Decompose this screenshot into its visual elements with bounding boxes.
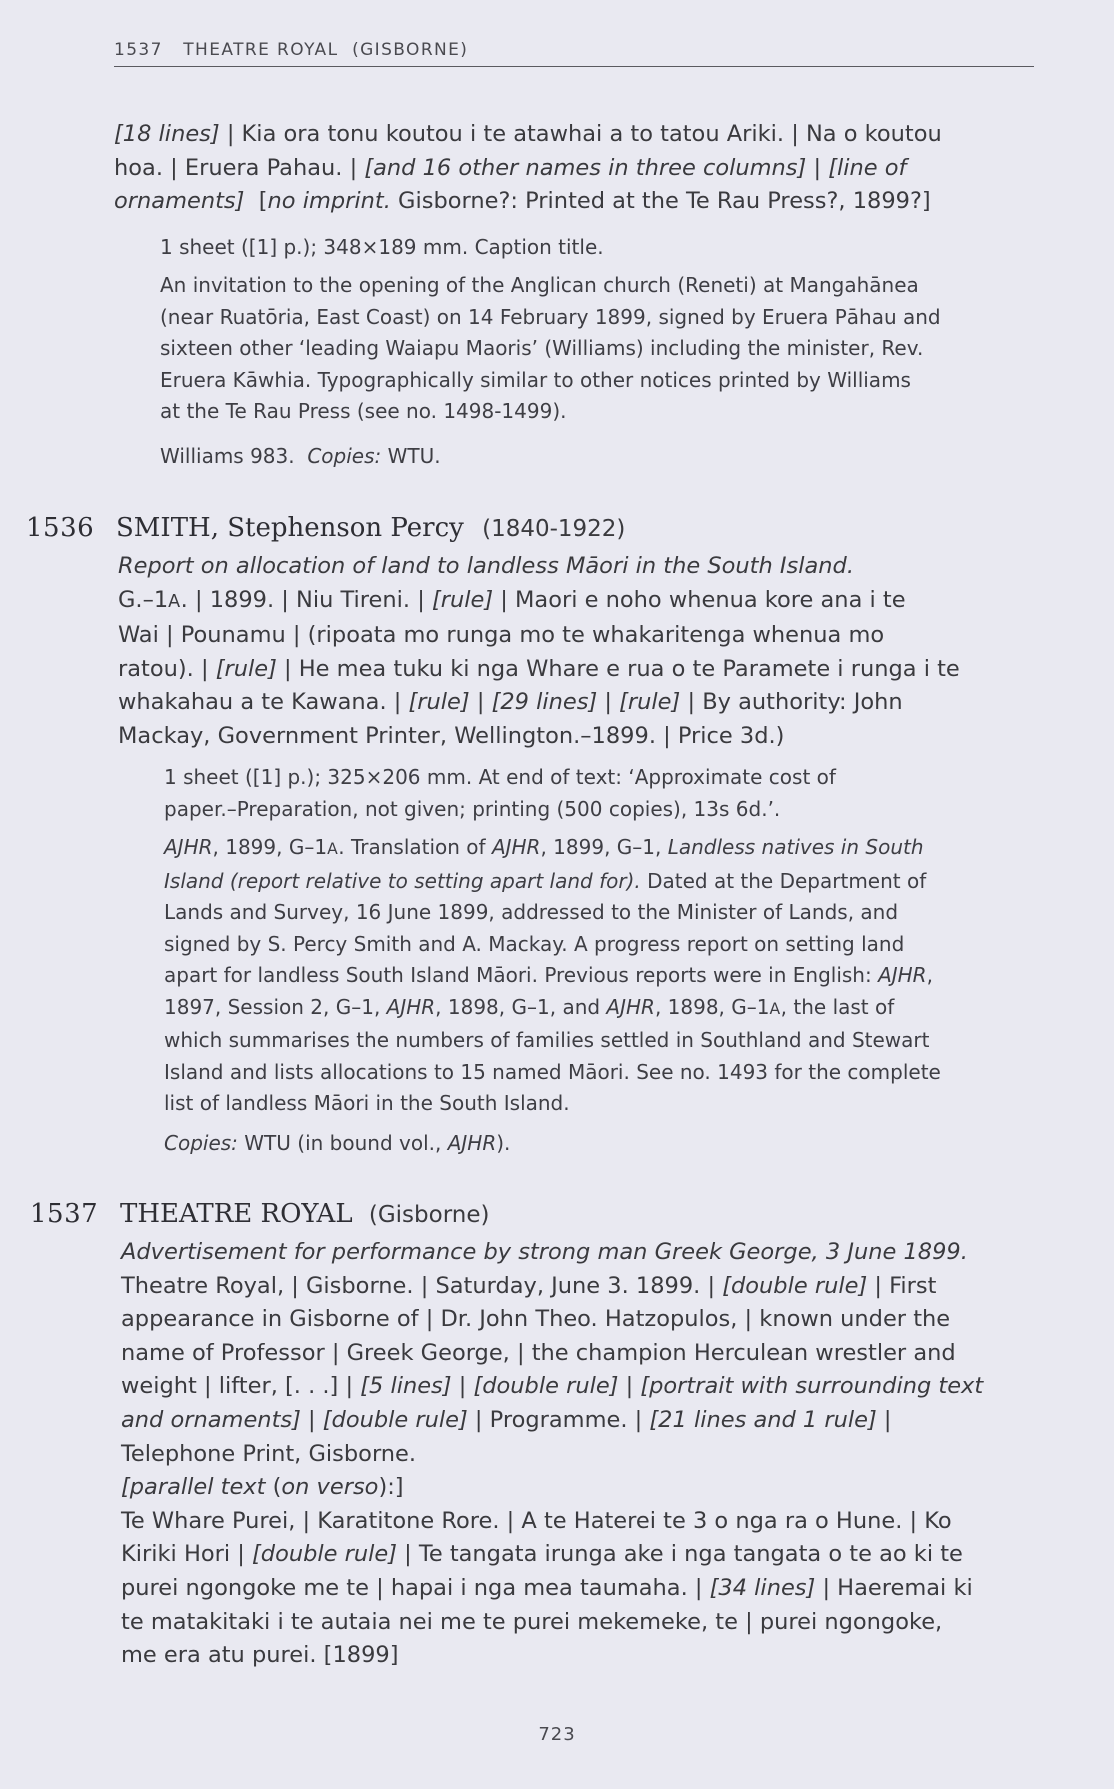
- n1536-l6g: , the last of: [780, 994, 895, 1019]
- t1537-l1a: Theatre Royal, | Gisborne. | Saturday, June 3. 1899. |: [121, 1272, 723, 1299]
- t1536-l1b: A: [168, 591, 181, 612]
- prev-t-l2a: hoa. | Eruera Pahau. |: [114, 154, 365, 181]
- prev-transcription-line-2: [114, 152, 1044, 186]
- t1537-l10a: purei ngongoke me te | hapai i nga mea taumaha. |: [121, 1574, 710, 1601]
- t1536-l1c: . | 1899. | Niu Tireni. |: [180, 586, 432, 613]
- n1536-l5a: apart for landless South Island Māori. Previous reports were in English:: [164, 963, 879, 987]
- t1536-l4a: whakahau a te Kawana. |: [118, 689, 409, 716]
- t1536-l1e: | Maori e noho whenua kore ana i te: [493, 586, 906, 613]
- t1537-line-12: me era atu purei. [1899]: [121, 1642, 399, 1669]
- entry-body-1537: [121, 1236, 1051, 1673]
- copies-1536-line: [164, 1128, 1044, 1160]
- n1536-line-8: Island and lists allocations to 15 named Māori. See no. 1493 for the complete: [164, 1059, 941, 1084]
- prev-transcription-line-1: [114, 118, 1044, 152]
- prev-note-line-1: An invitation to the opening of the Anglican church (Reneti) at Mangahānea: [160, 273, 919, 297]
- n1536-line-1: [164, 832, 1044, 866]
- t1537-l4f: [portrait with surrounding text: [640, 1373, 984, 1400]
- entry-title-1536: Report on allocation of land to landless Māori in the South Island.: [118, 553, 854, 579]
- entry-author-1536: SMITH, Stephenson Percy: [116, 513, 464, 543]
- n1536-l6e: , 1898, G–1: [654, 994, 770, 1019]
- t1537-l1b: [double rule]: [722, 1272, 868, 1299]
- n1536-line-2: [164, 866, 1044, 898]
- prev-note-block: [160, 270, 1040, 428]
- t1537-l9b: [double rule]: [252, 1541, 398, 1568]
- t1537-l9c: | Te tangata irunga ake i nga tangata o te ao ki te: [397, 1541, 963, 1568]
- n1536-l1g: Landless natives in South: [667, 835, 924, 859]
- n1536-l1b: , 1899, G–1: [212, 835, 328, 859]
- entry-number-1537: 1537: [30, 1199, 99, 1229]
- t1536-line-3: [118, 653, 1048, 687]
- n1536-l1e: AJHR: [491, 835, 541, 859]
- t1536-l1d: [rule]: [431, 586, 494, 613]
- running-head-text: 1537 THEATRE ROYAL (GISBORNE): [114, 40, 469, 60]
- prev-refs-b: Copies:: [307, 444, 382, 468]
- n1536-line-4: signed by S. Percy Smith and A. Mackay. A progress report on setting land: [164, 931, 905, 956]
- t1537-line-2: appearance in Gisborne of | Dr. John Theo. Hatzopulos, | known under the: [121, 1306, 951, 1333]
- prev-t-l3c: no imprint.: [267, 188, 391, 215]
- n1536-line-3: Lands and Survey, 16 June 1899, addressed to the Minister of Lands, and: [164, 900, 899, 924]
- t1536-line-5: Mackay, Government Printer, Wellington.–1899. | Price 3d.): [118, 722, 785, 749]
- n1536-l6a: 1897, Session 2, G–1,: [164, 994, 387, 1019]
- prev-collation: 1 sheet ([1] p.); 348×189 mm. Caption title.: [160, 235, 604, 259]
- n1536-l1a: AJHR: [164, 835, 213, 859]
- t1537-line-3: name of Professor | Greek George, | the champion Herculean wrestler and: [121, 1339, 956, 1366]
- t1537-l5d: | Programme. |: [467, 1406, 650, 1433]
- t1537-line-10: [121, 1572, 1051, 1606]
- copies-1536-a: Copies:: [164, 1131, 238, 1155]
- t1536-l4g: | By authority: John: [680, 689, 903, 716]
- entry-body-1536: [118, 550, 1048, 754]
- prev-note-line-4: Eruera Kāwhia. Typographically similar to other notices printed by Williams: [160, 367, 911, 392]
- t1537-l7d: ):]: [378, 1474, 404, 1501]
- t1537-l4a: weight | lifter, [. . .] |: [121, 1373, 361, 1400]
- t1537-l9a: Kiriki Hori |: [121, 1541, 253, 1568]
- n1536-l6d: AJHR: [606, 994, 655, 1019]
- n1536-line-7: which summarises the numbers of families settled in Southland and Stewart: [164, 1028, 930, 1052]
- prev-refs-block: [160, 441, 1040, 473]
- n1536-l1c: A: [327, 840, 339, 858]
- t1537-line-7: [121, 1471, 1051, 1505]
- copies-1536-c: AJHR: [447, 1131, 497, 1155]
- t1536-l4d: [29 lines]: [491, 689, 598, 716]
- n1536-l6b: AJHR: [386, 994, 436, 1019]
- n1536-line-9: list of landless Māori in the South Island.: [164, 1091, 570, 1115]
- t1537-line-8: Te Whare Purei, | Karatitone Rore. | A te Haterei te 3 o nga ra o Hune. | Ko: [121, 1507, 952, 1534]
- t1537-l4b: [5 lines]: [360, 1373, 452, 1400]
- t1536-l1a: G.–1: [118, 586, 169, 613]
- prev-t-l3d: Gisborne?: Printed at the Te Rau Press?, 1899?]: [390, 188, 931, 215]
- t1536-l4b: [rule]: [408, 689, 470, 716]
- t1536-l3a: ratou). |: [118, 655, 216, 682]
- t1537-l4d: [double rule]: [473, 1373, 619, 1400]
- t1537-l5a: and ornaments]: [121, 1406, 301, 1433]
- n1536-l6c: , 1898, G–1, and: [435, 994, 607, 1019]
- t1537-l1c: | First: [867, 1272, 937, 1299]
- prev-refs-c: WTU.: [381, 444, 441, 468]
- entry-number-1536: 1536: [26, 513, 95, 543]
- t1537-line-6: Telephone Print, Gisborne.: [121, 1440, 417, 1467]
- prev-refs-a: Williams 983.: [160, 444, 308, 468]
- t1537-l4e: |: [618, 1373, 641, 1400]
- entry-name-1537: THEATRE ROYAL: [120, 1199, 353, 1229]
- entry-dates-1536: (1840-1922): [482, 516, 626, 542]
- t1536-l4e: |: [597, 689, 620, 716]
- note-1536: [164, 832, 1044, 1120]
- t1537-l4c: |: [451, 1373, 474, 1400]
- t1537-line-9: [121, 1538, 1051, 1572]
- copies-1536-d: ).: [496, 1131, 511, 1155]
- prev-t-l1b: | Kia ora tonu koutou i te atawhai a to tatou Ariki. | Na o koutou: [219, 121, 942, 147]
- t1537-l7c: on verso: [281, 1474, 379, 1501]
- n1536-l6f: A: [769, 999, 781, 1018]
- t1537-line-4: [121, 1370, 1051, 1404]
- entry-heading-1537: [120, 1199, 489, 1229]
- page-number: 723: [538, 1724, 576, 1745]
- t1537-l10b: [34 lines]: [709, 1574, 816, 1601]
- n1536-l5c: ,: [926, 963, 933, 987]
- prev-transcription: [114, 118, 1044, 219]
- entry-title-1537: Advertisement for performance by strong man Greek George, 3 June 1899.: [121, 1239, 968, 1265]
- t1537-l5c: [double rule]: [322, 1406, 468, 1433]
- t1537-line-5: [121, 1404, 1051, 1438]
- prev-t-l2c: |: [806, 154, 829, 181]
- t1536-line-1: [118, 584, 1048, 620]
- collation-1536: [164, 762, 1044, 825]
- n1536-line-5: [164, 960, 1044, 992]
- entry-heading-1536: [116, 513, 625, 543]
- prev-transcription-line-3: [114, 185, 1044, 219]
- t1536-line-2: Wai | Pounamu | (ripoata mo runga mo te whakaritenga whenua mo: [118, 622, 885, 649]
- prev-refs: [160, 441, 1040, 473]
- prev-t-l3b: [: [244, 188, 268, 215]
- prev-note-line-5: at the Te Rau Press (see no. 1498-1499).: [160, 399, 567, 423]
- t1537-l5f: |: [876, 1406, 892, 1433]
- prev-t-l3a: ornaments]: [114, 188, 245, 215]
- t1536-l3b: [rule]: [215, 655, 277, 682]
- n1536-l2b: Dated at the Department of: [640, 868, 927, 893]
- n1536-l5b: AJHR: [878, 963, 927, 987]
- prev-t-l2d: [line of: [828, 154, 907, 181]
- t1537-l5b: |: [300, 1406, 323, 1433]
- t1537-l5e: [21 lines and 1 rule]: [649, 1406, 877, 1433]
- prev-note-line-3: sixteen other ‘leading Waiapu Maoris’ (Williams) including the minister, Rev.: [160, 336, 924, 360]
- running-head: [114, 40, 1034, 67]
- t1537-l7b: (: [265, 1474, 282, 1501]
- t1537-l7a: [parallel text: [121, 1474, 266, 1501]
- copies-1536: [164, 1128, 1044, 1160]
- n1536-l2a: Island (report relative to setting apart land for).: [164, 868, 641, 893]
- n1536-l1d: . Translation of: [338, 835, 492, 859]
- prev-note-line-2: (near Ruatōria, East Coast) on 14 February 1899, signed by Eruera Pāhau and: [160, 304, 941, 329]
- t1536-l4f: [rule]: [619, 689, 681, 716]
- t1536-l4c: |: [469, 689, 492, 716]
- prev-collation-block: [160, 232, 1040, 264]
- n1536-l1f: , 1899, G–1,: [540, 835, 668, 859]
- n1536-line-6: [164, 992, 1044, 1026]
- c1536-line-2: paper.–Preparation, not given; printing (500 copies), 13s 6d.’.: [164, 796, 781, 821]
- c1536-line-1: 1 sheet ([1] p.); 325×206 mm. At end of text: ‘Approximate cost of: [164, 765, 836, 789]
- prev-t-l1a: [18 lines]: [114, 121, 220, 147]
- t1537-l10c: | Haeremai ki: [815, 1574, 973, 1601]
- t1537-line-11: te matakitaki i te autaia nei me te purei mekemeke, te | purei ngongoke,: [121, 1608, 943, 1635]
- t1536-l3c: | He mea tuku ki nga Whare e rua o te Paramete i runga i te: [276, 655, 960, 682]
- copies-1536-b: WTU (in bound vol.,: [237, 1131, 448, 1155]
- prev-t-l2b: [and 16 other names in three columns]: [364, 154, 807, 181]
- entry-place-1537: (Gisborne): [368, 1202, 490, 1228]
- t1537-line-1: [121, 1270, 1051, 1304]
- t1536-line-4: [118, 686, 1048, 720]
